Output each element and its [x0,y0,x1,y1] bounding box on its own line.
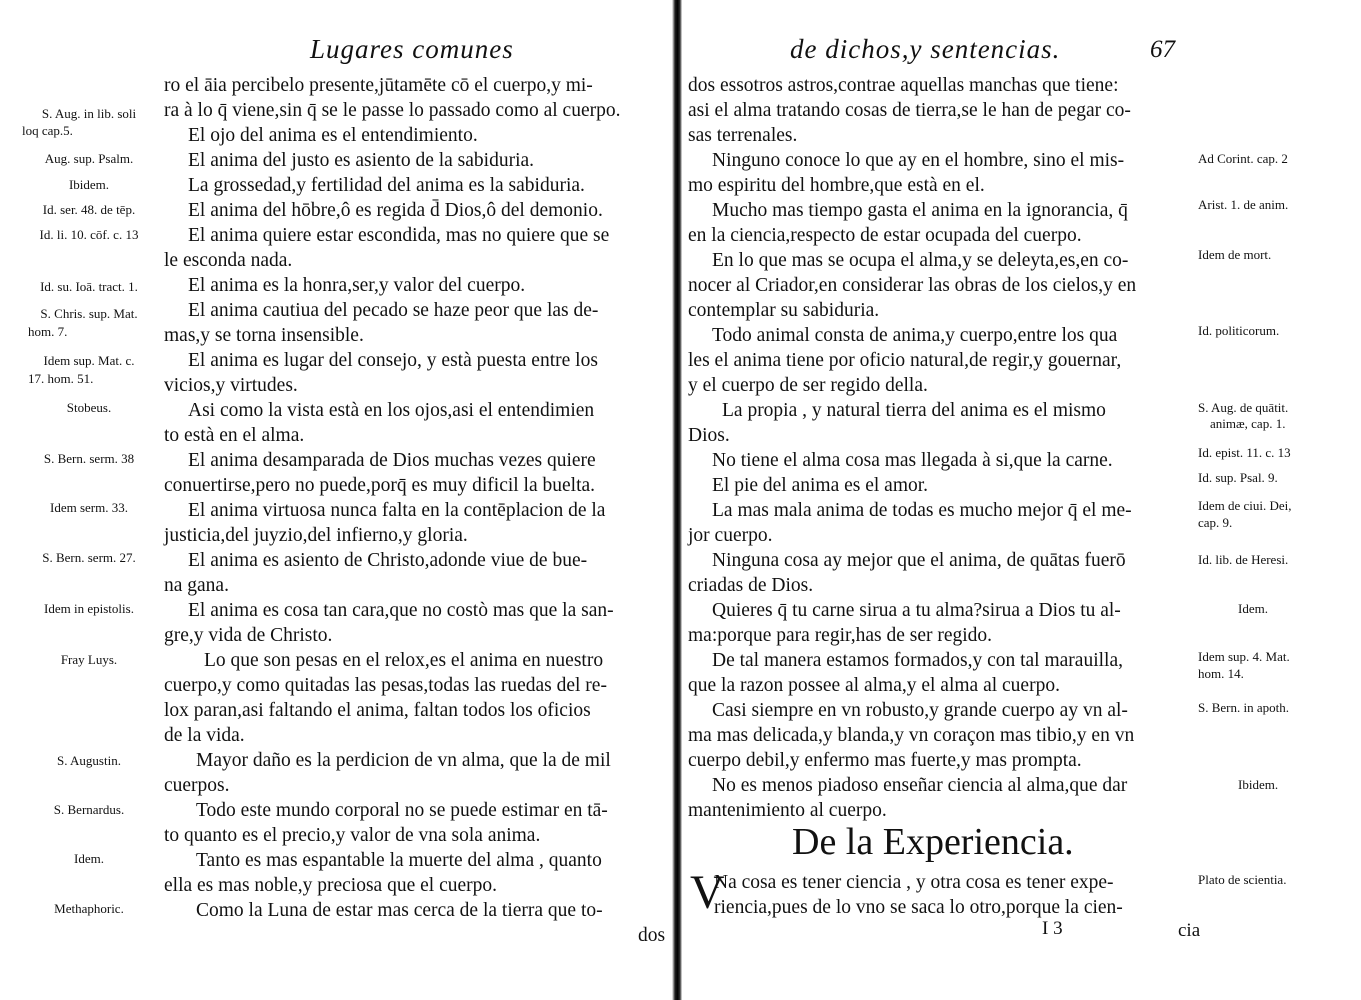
text-line: justicia,del juyzio,del infierno,y gloria. [164,525,468,546]
margin-note: Id. politicorum. [1198,323,1280,338]
text-line: El anima del hōbre,ô es regida d̄ Dios,ô del demonio. [188,200,603,221]
margin-note: Idem de mort. [1198,247,1272,262]
text-line: sas terrenales. [688,125,798,146]
book-spine-gutter [672,0,682,1000]
text-line: La grossedad,y fertilidad del anima es la sabiduria. [188,175,585,196]
text-line: La mas mala anima de todas es mucho mejor q̄ el me- [712,500,1132,521]
margin-note: S. Bern. serm. 38 [43,451,135,466]
text-line: El anima cautiua del pecado se haze peor que las de- [188,300,599,321]
margin-note: Idem sup. Mat. c. [43,353,135,368]
margin-note: Idem sup. 4. Mat. [1198,649,1290,664]
text-line: les el anima tiene por oficio natural,de regir,y gouernar, [688,350,1122,371]
section-heading: De la Experiencia. [792,821,1074,863]
text-line: Mucho mas tiempo gasta el anima en la ignorancia, q̄ [712,200,1128,221]
text-line: nocer al Criador,en considerar las obras de los cielos,y en [688,275,1137,296]
text-line: Como la Luna de estar mas cerca de la tierra que to- [196,900,603,921]
text-line: mas,y se torna insensible. [164,325,364,346]
text-line: El anima quiere estar escondida, mas no quiere que se [188,225,610,246]
margin-note: S. Aug. de quātit. [1198,400,1289,415]
text-line: Na cosa es tener ciencia , y otra cosa es tener expe- [714,872,1114,893]
text-line: ella es mas noble,y preciosa que el cuerpo. [164,875,497,896]
margin-note: Id. ser. 48. de tēp. [42,202,136,217]
margin-note: Idem de ciui. Dei, [1198,498,1292,513]
text-line: vicios,y virtudes. [164,375,298,396]
text-line: El anima es asiento de Christo,adonde viue de bue- [188,550,588,571]
text-line: le esconda nada. [164,250,293,271]
left-body-text [164,73,674,948]
text-line: contemplar su sabiduria. [688,300,880,321]
text-line: ma mas delicada,y blanda,y vn coraçon mas tibio,y en vn [688,725,1135,746]
text-line: mantenimiento al cuerpo. [688,800,887,821]
signature-mark: I 3 [1042,918,1063,939]
margin-note: animæ, cap. 1. [1210,416,1286,431]
text-line: El anima desamparada de Dios muchas vezes quiere [188,450,596,471]
text-line: que la razon possee al alma,y el alma al cuerpo. [688,675,1060,696]
margin-note: Ibidem. [1238,777,1279,792]
text-line: criadas de Dios. [688,575,814,596]
page-number: 67 [1150,36,1175,63]
text-line: ro el āia percibelo presente,jūtamēte cō el cuerpo,y mi- [164,75,593,96]
text-line: El anima es cosa tan cara,que no costò mas que la san- [188,600,614,621]
margin-note: S. Bern. in apoth. [1198,700,1289,715]
text-line: y el cuerpo de ser regido della. [688,375,928,396]
text-line: de la vida. [164,725,245,746]
text-line: cuerpos. [164,775,230,796]
margin-note: Id. su. Ioā. tract. 1. [40,279,138,294]
text-line: Asi como la vista està en los ojos,asi el entendimien [188,400,595,421]
margin-note: Ibidem. [68,177,110,192]
running-head-left: Lugares comunes [310,34,514,64]
margin-note: Id. epist. 11. c. 13 [1198,445,1291,460]
text-line: gre,y vida de Christo. [164,625,333,646]
text-line: El anima es lugar del consejo, y està puesta entre los [188,350,598,371]
text-line: ma:porque para regir,has de ser regido. [688,625,993,646]
text-line: El anima es la honra,ser,y valor del cuerpo. [188,275,526,296]
text-line: ra à lo q̄ viene,sin q̄ se le passe lo passado como al cuerpo. [164,100,621,121]
margin-note: Idem in epistolis. [44,601,134,616]
section-intro-text [688,866,1198,920]
drop-capital: V [690,866,725,919]
text-line: El pie del anima es el amor. [712,475,929,496]
margin-note: 17. hom. 51. [28,371,94,386]
margin-note: S. Aug. in lib. soli [41,106,137,121]
text-line: La propia , y natural tierra del anima es el mismo [722,400,1106,421]
text-line: De tal manera estamos formados,y con tal marauilla, [712,650,1123,671]
text-line: jor cuerpo. [688,525,773,546]
margin-note: loq cap.5. [22,123,73,138]
text-line: en la ciencia,respecto de estar ocupada del cuerpo. [688,225,1082,246]
text-line: Lo que son pesas en el relox,es el anima en nuestro [204,650,604,671]
text-line: to està en el alma. [164,425,305,446]
text-line: cuerpo,y como quitadas las pesas,todas las ruedas del re- [164,675,607,696]
margin-note: Id. lib. de Heresi. [1198,552,1289,567]
margin-note: hom. 7. [28,324,68,339]
text-line: asi el alma tratando cosas de tierra,se le han de pegar co- [688,100,1131,121]
margin-note: Ad Corint. cap. 2 [1198,151,1288,166]
margin-note: Plato de scientia. [1198,872,1287,887]
margin-note: Idem. [1238,601,1268,616]
margin-note: Idem. [74,851,104,866]
margin-note: hom. 14. [1198,666,1244,681]
text-line: Ninguna cosa ay mejor que el anima, de quātas fuerō [712,550,1126,571]
text-line: cuerpo debil,y enfermo mas fuerte,y mas prompta. [688,750,1082,771]
text-line: No tiene el alma cosa mas llegada à si,que la carne. [712,450,1113,471]
text-line: mo espiritu del hombre,que està en el. [688,175,985,196]
text-line: En lo que mas se ocupa el alma,y se deleyta,es,en co- [712,250,1129,271]
text-line: to quanto es el precio,y valor de vna sola anima. [164,825,541,846]
text-line: Quieres q̄ tu carne sirua a tu alma?sirua a Dios tu al- [712,600,1121,621]
left-page [0,0,672,1000]
margin-note: S. Augustin. [57,753,121,768]
text-line: na gana. [164,575,229,596]
text-line: Casi siempre en vn robusto,y grande cuerpo ay vn al- [712,700,1128,721]
text-line: No es menos piadoso enseñar ciencia al alma,que dar [712,775,1128,796]
margin-note: S. Bernardus. [53,802,125,817]
margin-note: Id. sup. Psal. 9. [1198,470,1278,485]
text-line: El ojo del anima es el entendimiento. [188,125,478,146]
margin-note: S. Chris. sup. Mat. [40,306,138,321]
right-body-text [688,73,1198,823]
text-line: dos essotros astros,contrae aquellas manchas que tiene: [688,75,1119,96]
margin-note: Aug. sup. Psalm. [44,151,134,166]
margin-note: Arist. 1. de anim. [1198,197,1289,212]
text-line: conuertirse,pero no puede,porq̄ es muy dificil la buelta. [164,475,596,496]
text-line: lox paran,asi faltando el anima, faltan todos los oficios [164,700,591,721]
text-line: Todo animal consta de anima,y cuerpo,entre los qua [712,325,1118,346]
catchword-right: cia [1178,920,1201,941]
right-page [682,0,1361,1000]
text-line: Tanto es mas espantable la muerte del alma , quanto [196,850,602,871]
margin-note: Idem serm. 33. [50,500,128,515]
running-head-right: de dichos,y sentencias. [790,34,1061,64]
text-line: El anima virtuosa nunca falta en la contēplacion de la [188,500,606,521]
text-line: Dios. [688,425,730,446]
catchword-left: dos [638,925,666,946]
text-line: Ninguno conoce lo que ay en el hombre, sino el mis- [712,150,1125,171]
margin-note: Id. li. 10. cōf. c. 13 [39,227,139,242]
text-line: El anima del justo es asiento de la sabiduria. [188,150,535,171]
margin-note: Fray Luys. [60,652,118,667]
margin-note: Methaphoric. [54,901,124,916]
margin-note: Stobeus. [66,400,112,415]
text-line: riencia,pues de lo vno se saca lo otro,porque la cien- [714,897,1123,918]
text-line: Todo este mundo corporal no se puede estimar en tā- [196,800,608,821]
margin-note: S. Bern. serm. 27. [42,550,136,565]
margin-note: cap. 9. [1198,515,1233,530]
text-line: Mayor daño es la perdicion de vn alma, que la de mil [196,750,611,771]
